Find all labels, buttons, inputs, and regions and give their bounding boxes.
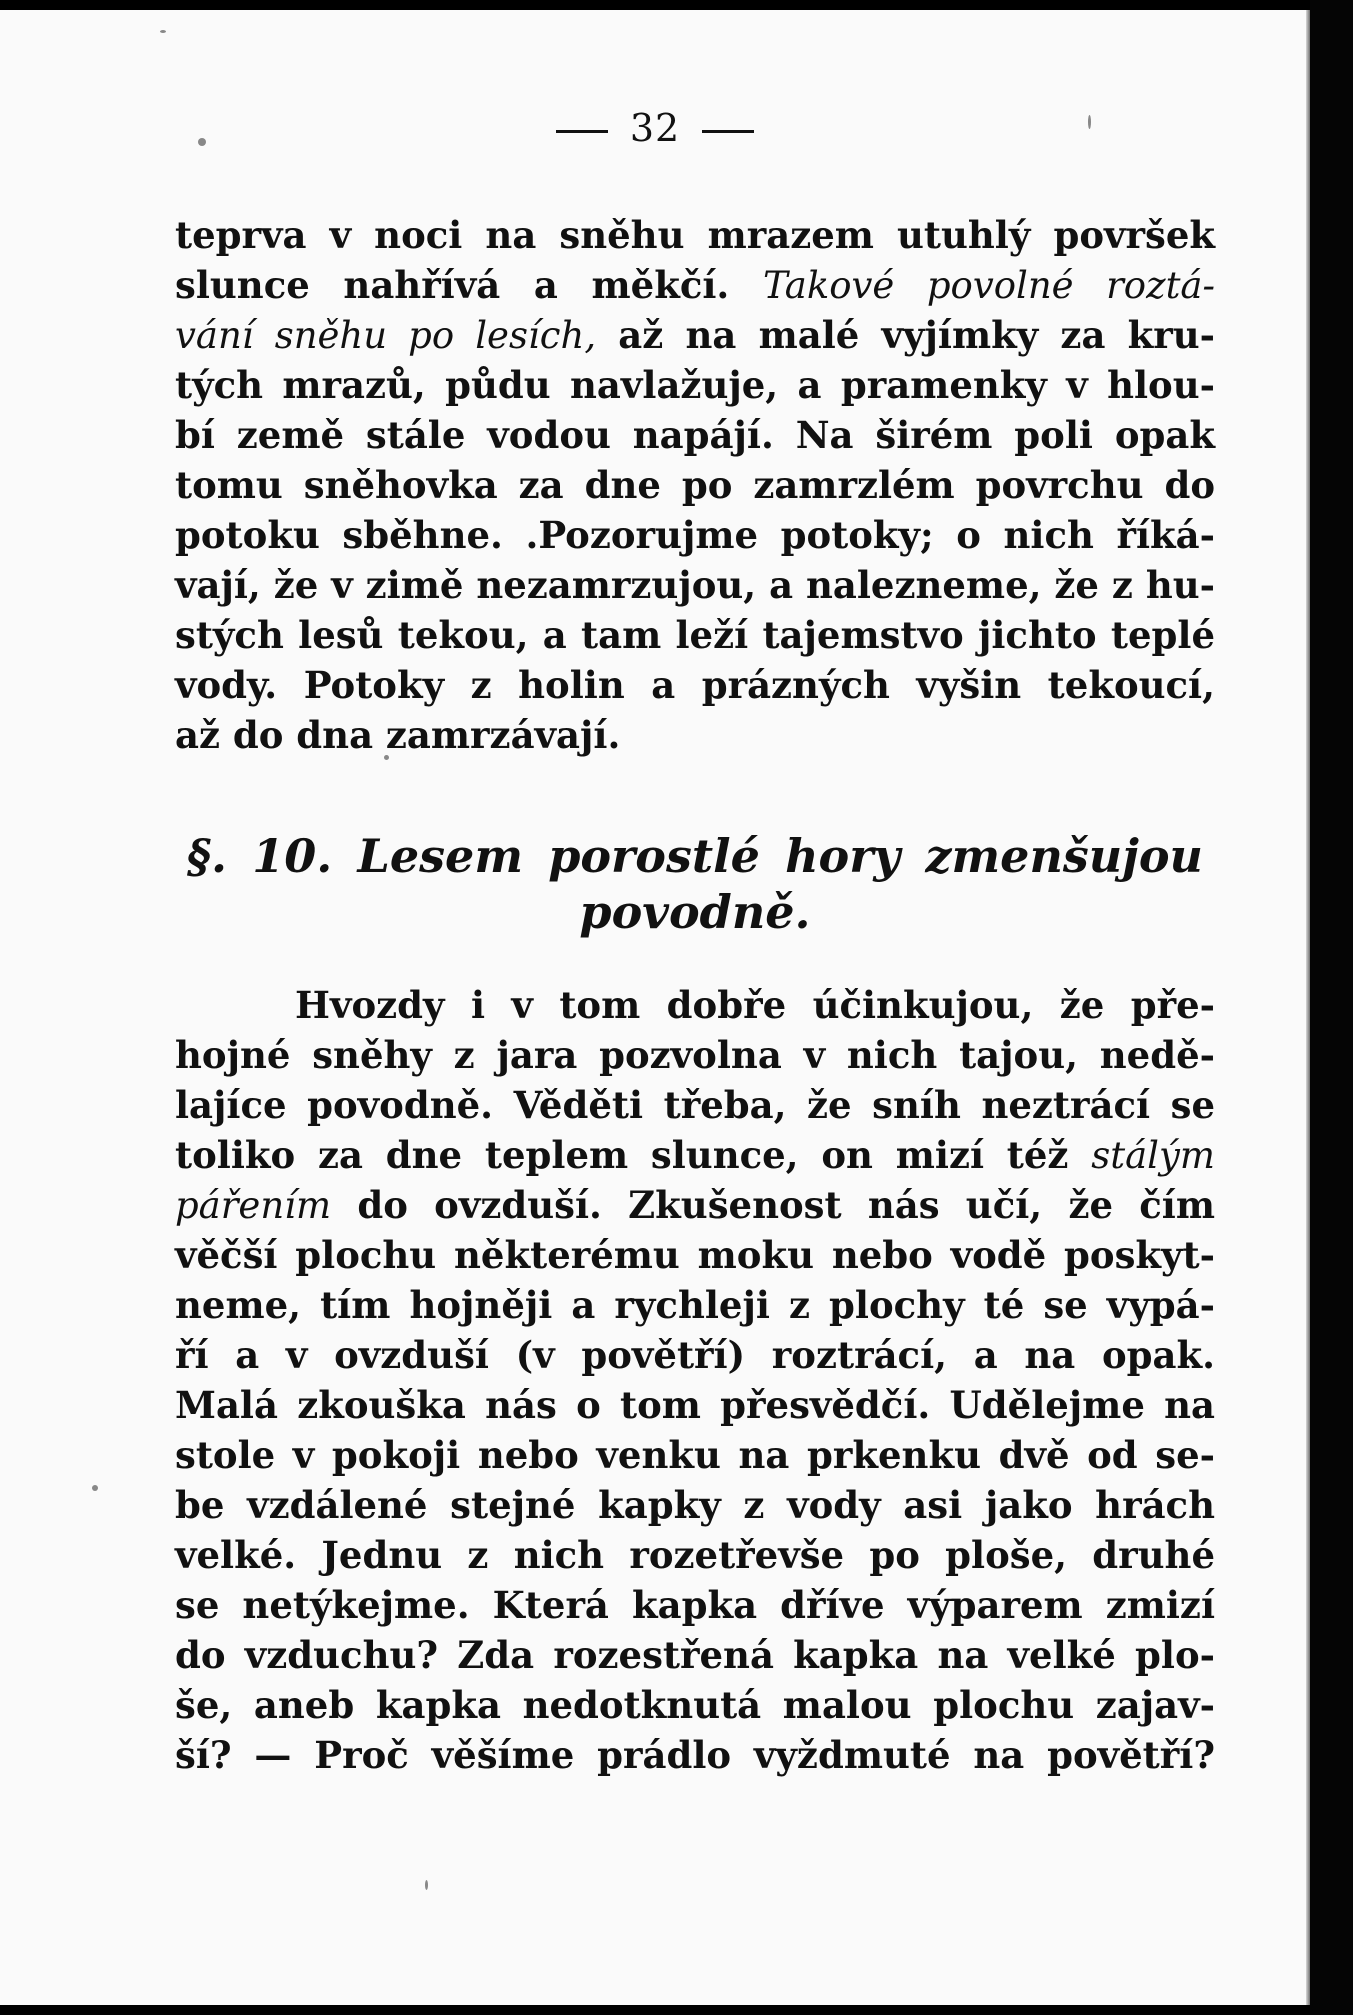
dash-left: [556, 130, 608, 133]
print-speck: [425, 1880, 428, 1890]
heading-line-1: [175, 828, 1215, 884]
text-line: [175, 260, 1215, 310]
section-title-part-2: povodně.: [579, 885, 811, 939]
text-run: až na malé vyjímky za kru-: [596, 313, 1216, 357]
dash-right: [702, 130, 754, 133]
text-run: toliko za dne teplem slunce, on mizí též: [175, 1133, 1092, 1177]
text-line: tomu sněhovka za dne po zamrzlém povrchu do: [175, 463, 1215, 507]
text-line: potoku sběhne. .Pozorujme potoky; o nich říká-: [175, 513, 1215, 557]
text-line: [175, 310, 1215, 360]
text-line: stých lesů tekou, a tam leží tajemstvo jichto teplé: [175, 613, 1215, 657]
print-speck: [92, 1485, 98, 1491]
text-line: vají, že v zimě nezamrzujou, a nalezneme, že z hu-: [175, 563, 1215, 607]
text-line: be vzdálené stejné kapky z vody asi jako hrách: [175, 1483, 1215, 1527]
book-spine: [1310, 0, 1353, 2015]
section-title-part-1: Lesem porostlé hory zmenšujou: [357, 829, 1203, 883]
italic-run: pářením: [175, 1184, 332, 1227]
text-line: lajíce povodně. Věděti třeba, že sníh neztrácí se: [175, 1083, 1215, 1127]
paragraph-1: [175, 210, 1215, 760]
text-line: tých mrazů, půdu navlažuje, a pramenky v hlou-: [175, 363, 1215, 407]
text-line: Hvozdy i v tom dobře účinkujou, že pře-: [295, 983, 1215, 1027]
text-line: hojné sněhy z jara pozvolna v nich tajou, nedě-: [175, 1033, 1215, 1077]
text-line: až do dna zamrzávají.: [175, 713, 621, 757]
italic-run: Takové povolné roztá-: [762, 264, 1215, 307]
text-line: věčší plochu některému moku nebo vodě poskyt-: [175, 1233, 1215, 1277]
page-number: 32: [629, 106, 681, 150]
text-line: še, aneb kapka nedotknutá malou plochu zajav-: [175, 1683, 1215, 1727]
section-number: §. 10.: [187, 829, 333, 883]
text-line: vody. Potoky z holin a prázných vyšin tekoucí,: [175, 663, 1215, 707]
text-line: stole v pokoji nebo venku na prkenku dvě od se-: [175, 1433, 1215, 1477]
text-line: velké. Jednu z nich rozetřevše po ploše, druhé: [175, 1533, 1215, 1577]
text-line: neme, tím hojněji a rychleji z plochy té se vypá-: [175, 1283, 1215, 1327]
text-line: teprva v noci na sněhu mrazem utuhlý površek: [175, 213, 1215, 257]
paragraph-2: [175, 980, 1215, 1780]
text-line: do vzduchu? Zda rozestřená kapka na velké plo-: [175, 1633, 1215, 1677]
text-line: ří a v ovzduší (v povětří) roztrácí, a na opak.: [175, 1333, 1215, 1377]
book-page: [0, 10, 1310, 2005]
text-line: [175, 1130, 1215, 1180]
text-line: Malá zkouška nás o tom přesvědčí. Udělejme na: [175, 1383, 1215, 1427]
italic-run: vání sněhu po lesích,: [175, 314, 597, 357]
italic-run: stálým: [1091, 1134, 1215, 1177]
page-number-header: [0, 106, 1310, 150]
text-line: se netýkejme. Která kapka dříve výparem zmizí: [175, 1583, 1215, 1627]
text-line: bí země stále vodou napájí. Na širém poli opak: [175, 413, 1215, 457]
text-line: [175, 1180, 1215, 1230]
section-heading: [175, 828, 1215, 940]
text-line: ší? — Proč věšíme prádlo vyždmuté na povětří?: [175, 1733, 1215, 1777]
text-run: do ovzduší. Zkušenost nás učí, že čím: [331, 1183, 1215, 1227]
print-speck: [160, 30, 166, 33]
text-run: slunce nahřívá a měkčí.: [175, 263, 763, 307]
